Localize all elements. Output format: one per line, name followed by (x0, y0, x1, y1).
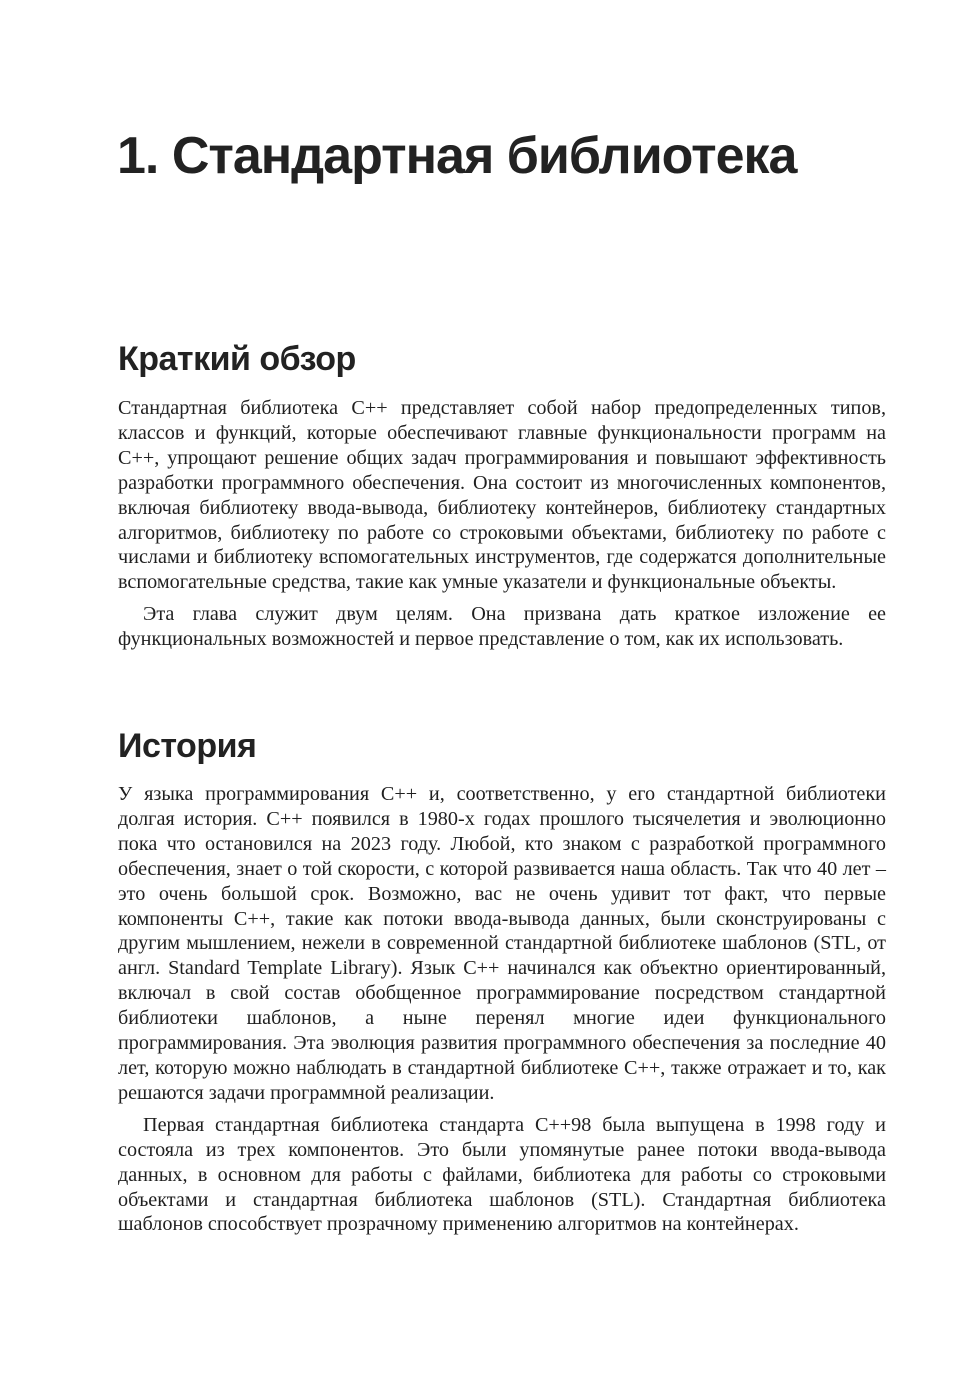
section-history (118, 724, 886, 1237)
section-overview (118, 337, 886, 652)
history-paragraph-2: Первая стандартная библиотека стандарта C++98 была выпущена в 1998 году и состояла из трех компонентов. Это были упомянутые ранее потоки ввода-вывода данных, в основном для работы с файлами, библиотека для работы со строковыми объектами и стандартная библиотека шаблонов (STL). Стандартная библиотека шаблонов способствует прозрачному применению алгоритмов на контейнерах. (118, 1113, 886, 1236)
section-heading-overview: Краткий обзор (118, 340, 356, 378)
history-paragraph-1: У языка программирования C++ и, соответственно, у его стандартной библиотеки долгая история. C++ появился в 1980-х годах прошлого тысячелетия и эволюционно пока что остановился на 2023 году. Любой, кто знаком с разработкой программного обеспечения, знает о той скорости, с которой развивается наша область. Так что 40 лет – это очень большой срок. Возможно, вас не очень удивит тот факт, что первые компоненты C++, такие как потоки ввода-вывода данных, были сконструированы с другим мышлением, нежели в современной стандартной библиотеке шаблонов (STL, от англ. Standard Template Library). Язык C++ начинался как объектно ориентированный, включал в свой состав обобщенное программирование посредством стандартной библиотеки шаблонов, а ныне перенял многие идеи функционального программирования. Эта эволюция развития программного обеспечения за последние 40 лет, которую можно наблюдать в стандартной библиотеке C++, также отражает и то, как решаются задачи программной реализации. (118, 783, 886, 1104)
section-heading-history: История (118, 727, 257, 765)
chapter-title: 1. Стандартная библиотека (117, 127, 797, 185)
overview-paragraph-2: Эта глава служит двум целям. Она призвана дать краткое изложение ее функциональных возможностей и первое представление о том, как их использовать. (118, 603, 886, 651)
overview-paragraph-1: Стандартная библиотека C++ представляет собой набор предопределенных типов, классов и функций, которые обеспечивают главные функциональности программ на C++, упрощают решение общих задач программирования и повышают эффективность разработки программного обеспечения. Она состоит из многочисленных компонентов, включая библиотеку ввода-вывода, библиотеку контейнеров, библиотеку стандартных алгоритмов, библиотеку по работе со строковыми объектами, библиотеку по работе с числами и библиотеку вспомогательных инструментов, где содержатся дополнительные вспомогательные средства, такие как умные указатели и функциональные объекты. (118, 397, 886, 594)
